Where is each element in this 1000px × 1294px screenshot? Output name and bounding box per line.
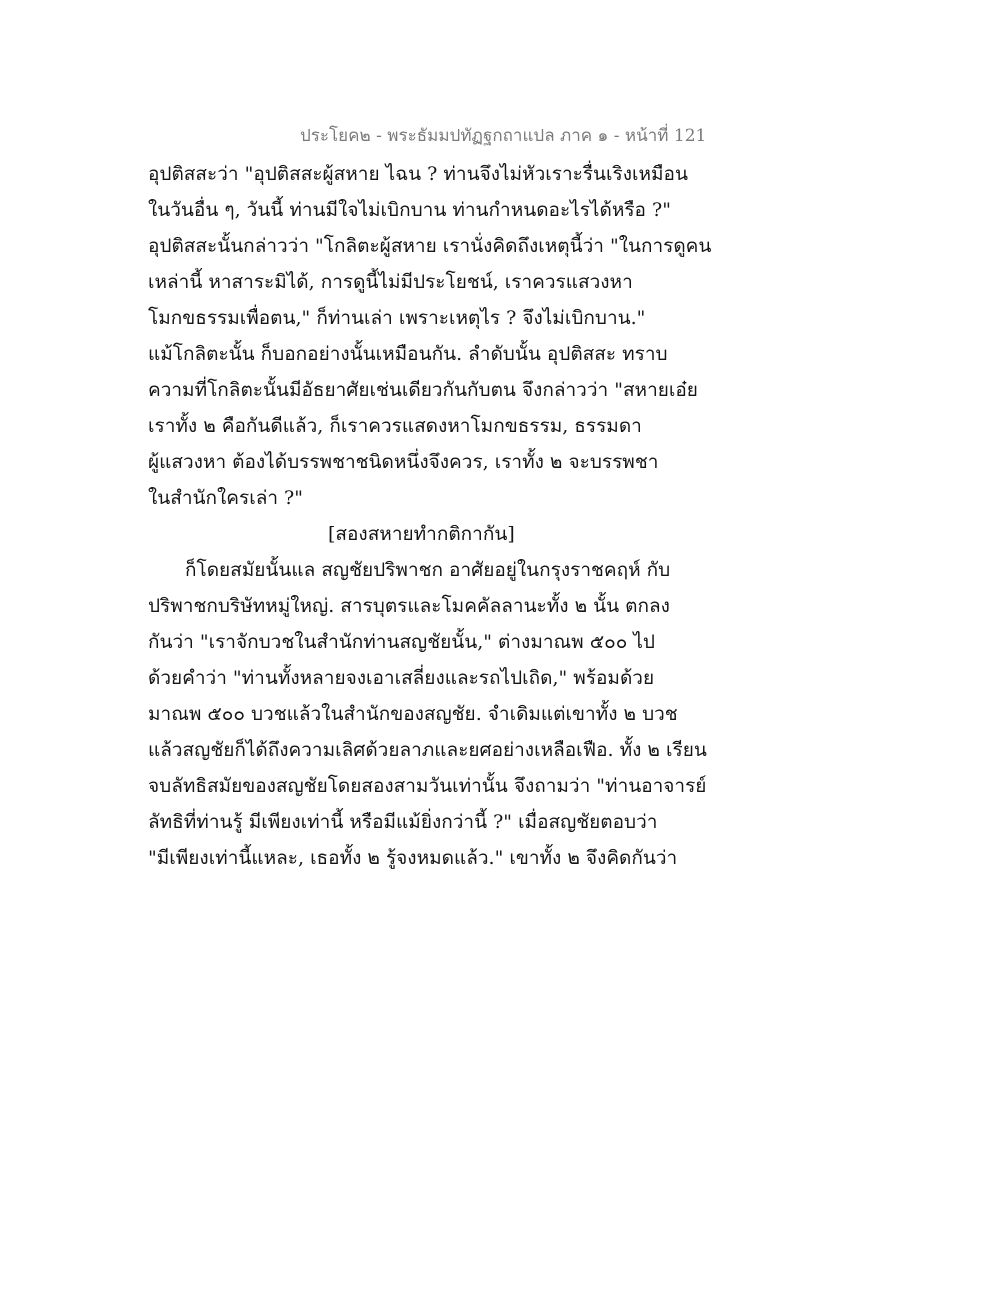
text-line: ในสำนักใครเล่า ?" — [148, 487, 303, 509]
text-line: มาณพ ๕๐๐ บวชแล้วในสำนักของสญชัย. จำเดิมแต่เขาทั้ง ๒ บวช — [148, 703, 678, 725]
text-line: แล้วสญชัยก็ได้ถึงความเลิศด้วยลาภและยศอย่างเหลือเฟือ. ทั้ง ๒ เรียน — [148, 739, 707, 761]
text-line: เราทั้ง ๒ คือกันดีแล้ว, ก็เราควรแสดงหาโมกขธรรม, ธรรมดา — [148, 415, 642, 437]
text-line: กันว่า "เราจักบวชในสำนักท่านสญชัยนั้น," ต่างมาณพ ๕๐๐ ไป — [148, 631, 655, 653]
text-line: ปริพาชกบริษัทหมู่ใหญ่. สารบุตรและโมคคัลลานะทั้ง ๒ นั้น ตกลง — [148, 595, 670, 617]
text-line: ผู้แสวงหา ต้องได้บรรพชาชนิดหนึ่งจึงควร, เราทั้ง ๒ จะบรรพชา — [148, 451, 659, 473]
text-line: ในวันอื่น ๆ, วันนี้ ท่านมีใจไม่เบิกบาน ท่านกำหนดอะไรได้หรือ ?" — [148, 199, 671, 221]
text-line: "มีเพียงเท่านี้แหละ, เธอทั้ง ๒ รู้จงหมดแล้ว." เขาทั้ง ๒ จึงคิดกันว่า — [148, 847, 678, 869]
body-text — [148, 156, 728, 876]
text-line: ก็โดยสมัยนั้นแล สญชัยปริพาชก อาศัยอยู่ในกรุงราชคฤห์ กับ — [185, 559, 671, 581]
running-header: ประโยค๒ - พระธัมมปทัฏฐกถาแปล ภาค ๑ - หน้าที่ 121 — [300, 126, 707, 146]
text-line: อุปติสสะว่า "อุปติสสะผู้สหาย ไฉน ? ท่านจึงไม่หัวเราะรื่นเริงเหมือน — [148, 163, 688, 185]
text-line: เหล่านี้ หาสาระมิได้, การดูนี้ไม่มีประโยชน์, เราควรแสวงหา — [148, 271, 633, 293]
text-line: โมกขธรรมเพื่อตน," ก็ท่านเล่า เพราะเหตุไร ? จึงไม่เบิกบาน." — [148, 307, 646, 329]
text-line: จบลัทธิสมัยของสญชัยโดยสองสามวันเท่านั้น จึงถามว่า "ท่านอาจารย์ — [148, 775, 707, 797]
text-line: แม้โกลิตะนั้น ก็บอกอย่างนั้นเหมือนกัน. ลำดับนั้น อุปติสสะ ทราบ — [148, 343, 668, 365]
text-line: ความที่โกลิตะนั้นมีอัธยาศัยเช่นเดียวกันกับตน จึงกล่าวว่า "สหายเอ๋ย — [148, 379, 698, 401]
section-heading: [สองสหายทำกติกากัน] — [328, 523, 515, 545]
text-line: ด้วยคำว่า "ท่านทั้งหลายจงเอาเสลี่ยงและรถไปเถิด," พร้อมด้วย — [148, 667, 655, 689]
text-line: ลัทธิที่ท่านรู้ มีเพียงเท่านี้ หรือมีแม้ยิ่งกว่านี้ ?" เมื่อสญชัยตอบว่า — [148, 811, 658, 833]
text-line: อุปติสสะนั้นกล่าวว่า "โกลิตะผู้สหาย เรานั่งคิดถึงเหตุนี้ว่า "ในการดูคน — [148, 235, 712, 257]
